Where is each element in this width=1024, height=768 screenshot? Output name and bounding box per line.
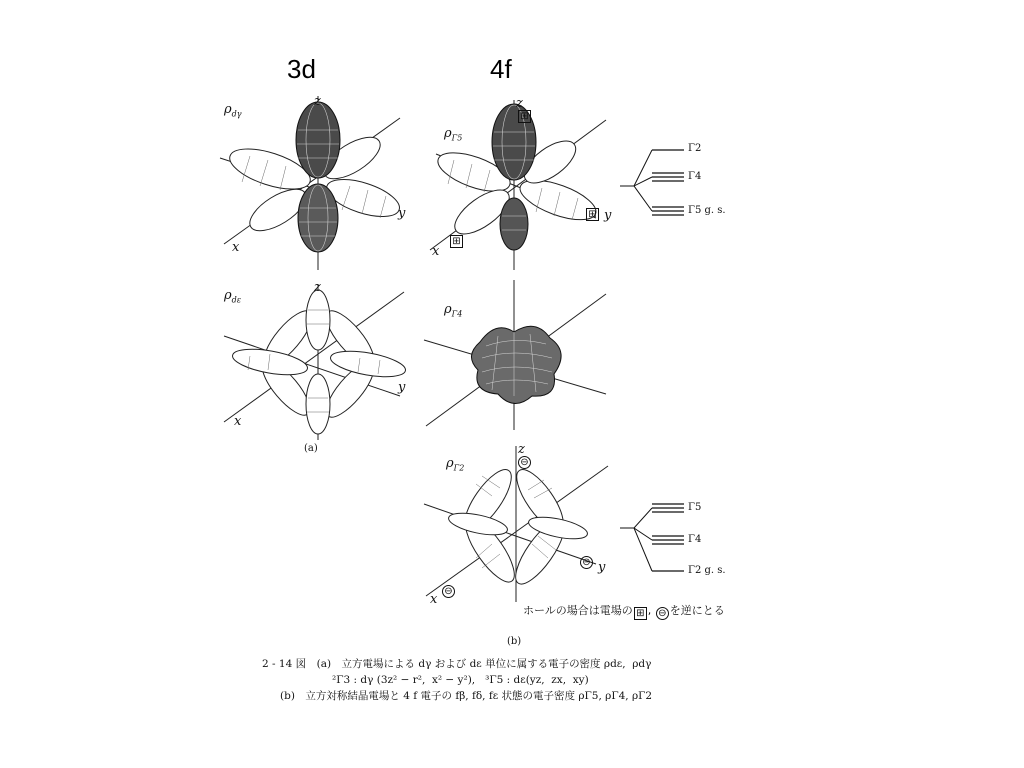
- plus-box-icon: ⊞: [634, 607, 647, 620]
- figure-caption-line-2: ²Γ3 : dγ (3z² − r², x² − y²), ³Γ5 : dε(yz, zx, xy): [332, 674, 589, 686]
- rho-subscript: Γ5: [451, 133, 463, 143]
- rho-label: $\rho_{d\varepsilon}$: [224, 288, 242, 305]
- minus-sign-z: ⊖: [518, 456, 531, 469]
- panel-rho-gamma4: [420, 280, 620, 430]
- rho-subscript: Γ4: [451, 309, 463, 319]
- hole-note-sep: ,: [647, 604, 652, 617]
- figure-label-b: (b): [507, 636, 522, 647]
- axis-z-label: z: [314, 280, 321, 295]
- rho-label: $\rho_{\Gamma 5}$: [444, 126, 463, 143]
- rho-label: $\rho_{d\gamma}$: [224, 102, 242, 119]
- orbital-diagram-gamma4: [420, 280, 620, 430]
- axis-x-label: x: [232, 240, 240, 255]
- level-label: Γ5: [688, 502, 702, 513]
- rho-subscript: dγ: [231, 109, 242, 119]
- minus-sign-y: ⊖: [580, 556, 593, 569]
- level-label: Γ5 g. s.: [688, 205, 726, 216]
- energy-level-diagram-top: [618, 140, 738, 230]
- panel-rho-gamma5: [420, 92, 620, 272]
- plus-sign-x: ⊞: [450, 235, 463, 248]
- rho-label: $\rho_{\Gamma 2}$: [446, 456, 465, 473]
- level-label: Γ4: [688, 171, 702, 182]
- axis-z-label: z: [518, 442, 525, 457]
- orbital-diagram-dgamma: [210, 92, 420, 272]
- level-lines: [618, 140, 738, 230]
- rho-label: $\rho_{\Gamma 4}$: [444, 302, 463, 319]
- plus-sign-z: ⊞: [518, 110, 531, 123]
- axis-x-label: x: [430, 592, 438, 607]
- plus-sign-y: ⊞: [586, 208, 599, 221]
- level-label: Γ2 g. s.: [688, 565, 726, 576]
- minus-sign-x: ⊖: [442, 585, 455, 598]
- axis-z-label: z: [516, 96, 523, 111]
- axis-y-label: y: [398, 206, 406, 221]
- minus-circle-icon: ⊖: [656, 607, 669, 620]
- hole-note-pre: ホールの場合は電場の: [523, 604, 633, 617]
- orbital-diagram-depsilon: [210, 280, 420, 445]
- hole-note: [523, 602, 725, 620]
- hole-note-post: を逆にとる: [669, 604, 725, 617]
- panel-rho-gamma2: [420, 440, 620, 605]
- rho-subscript: Γ2: [453, 463, 465, 473]
- axis-y-label: y: [398, 380, 406, 395]
- panel-rho-depsilon: [210, 280, 420, 445]
- figure-label-a: (a): [304, 443, 318, 454]
- rho-subscript: dε: [231, 295, 242, 305]
- energy-level-diagram-bottom: [618, 496, 738, 582]
- axis-y-label: y: [604, 208, 612, 223]
- axis-x-label: x: [432, 244, 440, 259]
- level-label: Γ4: [688, 534, 702, 545]
- panel-rho-dgamma: [210, 92, 420, 272]
- axis-y-label: y: [598, 560, 606, 575]
- axis-z-label: z: [314, 94, 321, 109]
- figure-caption-line-1: 2 - 14 図 (a) 立方電場による dγ および dε 単位に属する電子の密度 ρdε, ρdγ: [262, 658, 652, 670]
- figure-caption-line-3: (b) 立方対称結晶電場と 4 f 電子の fβ, fδ, fε 状態の電子密度 ρΓ5, ρΓ4, ρΓ2: [280, 690, 653, 702]
- axis-x-label: x: [234, 414, 242, 429]
- level-label: Γ2: [688, 143, 702, 154]
- column-heading-3d: 3d: [287, 54, 316, 84]
- column-heading-4f: 4f: [490, 54, 512, 84]
